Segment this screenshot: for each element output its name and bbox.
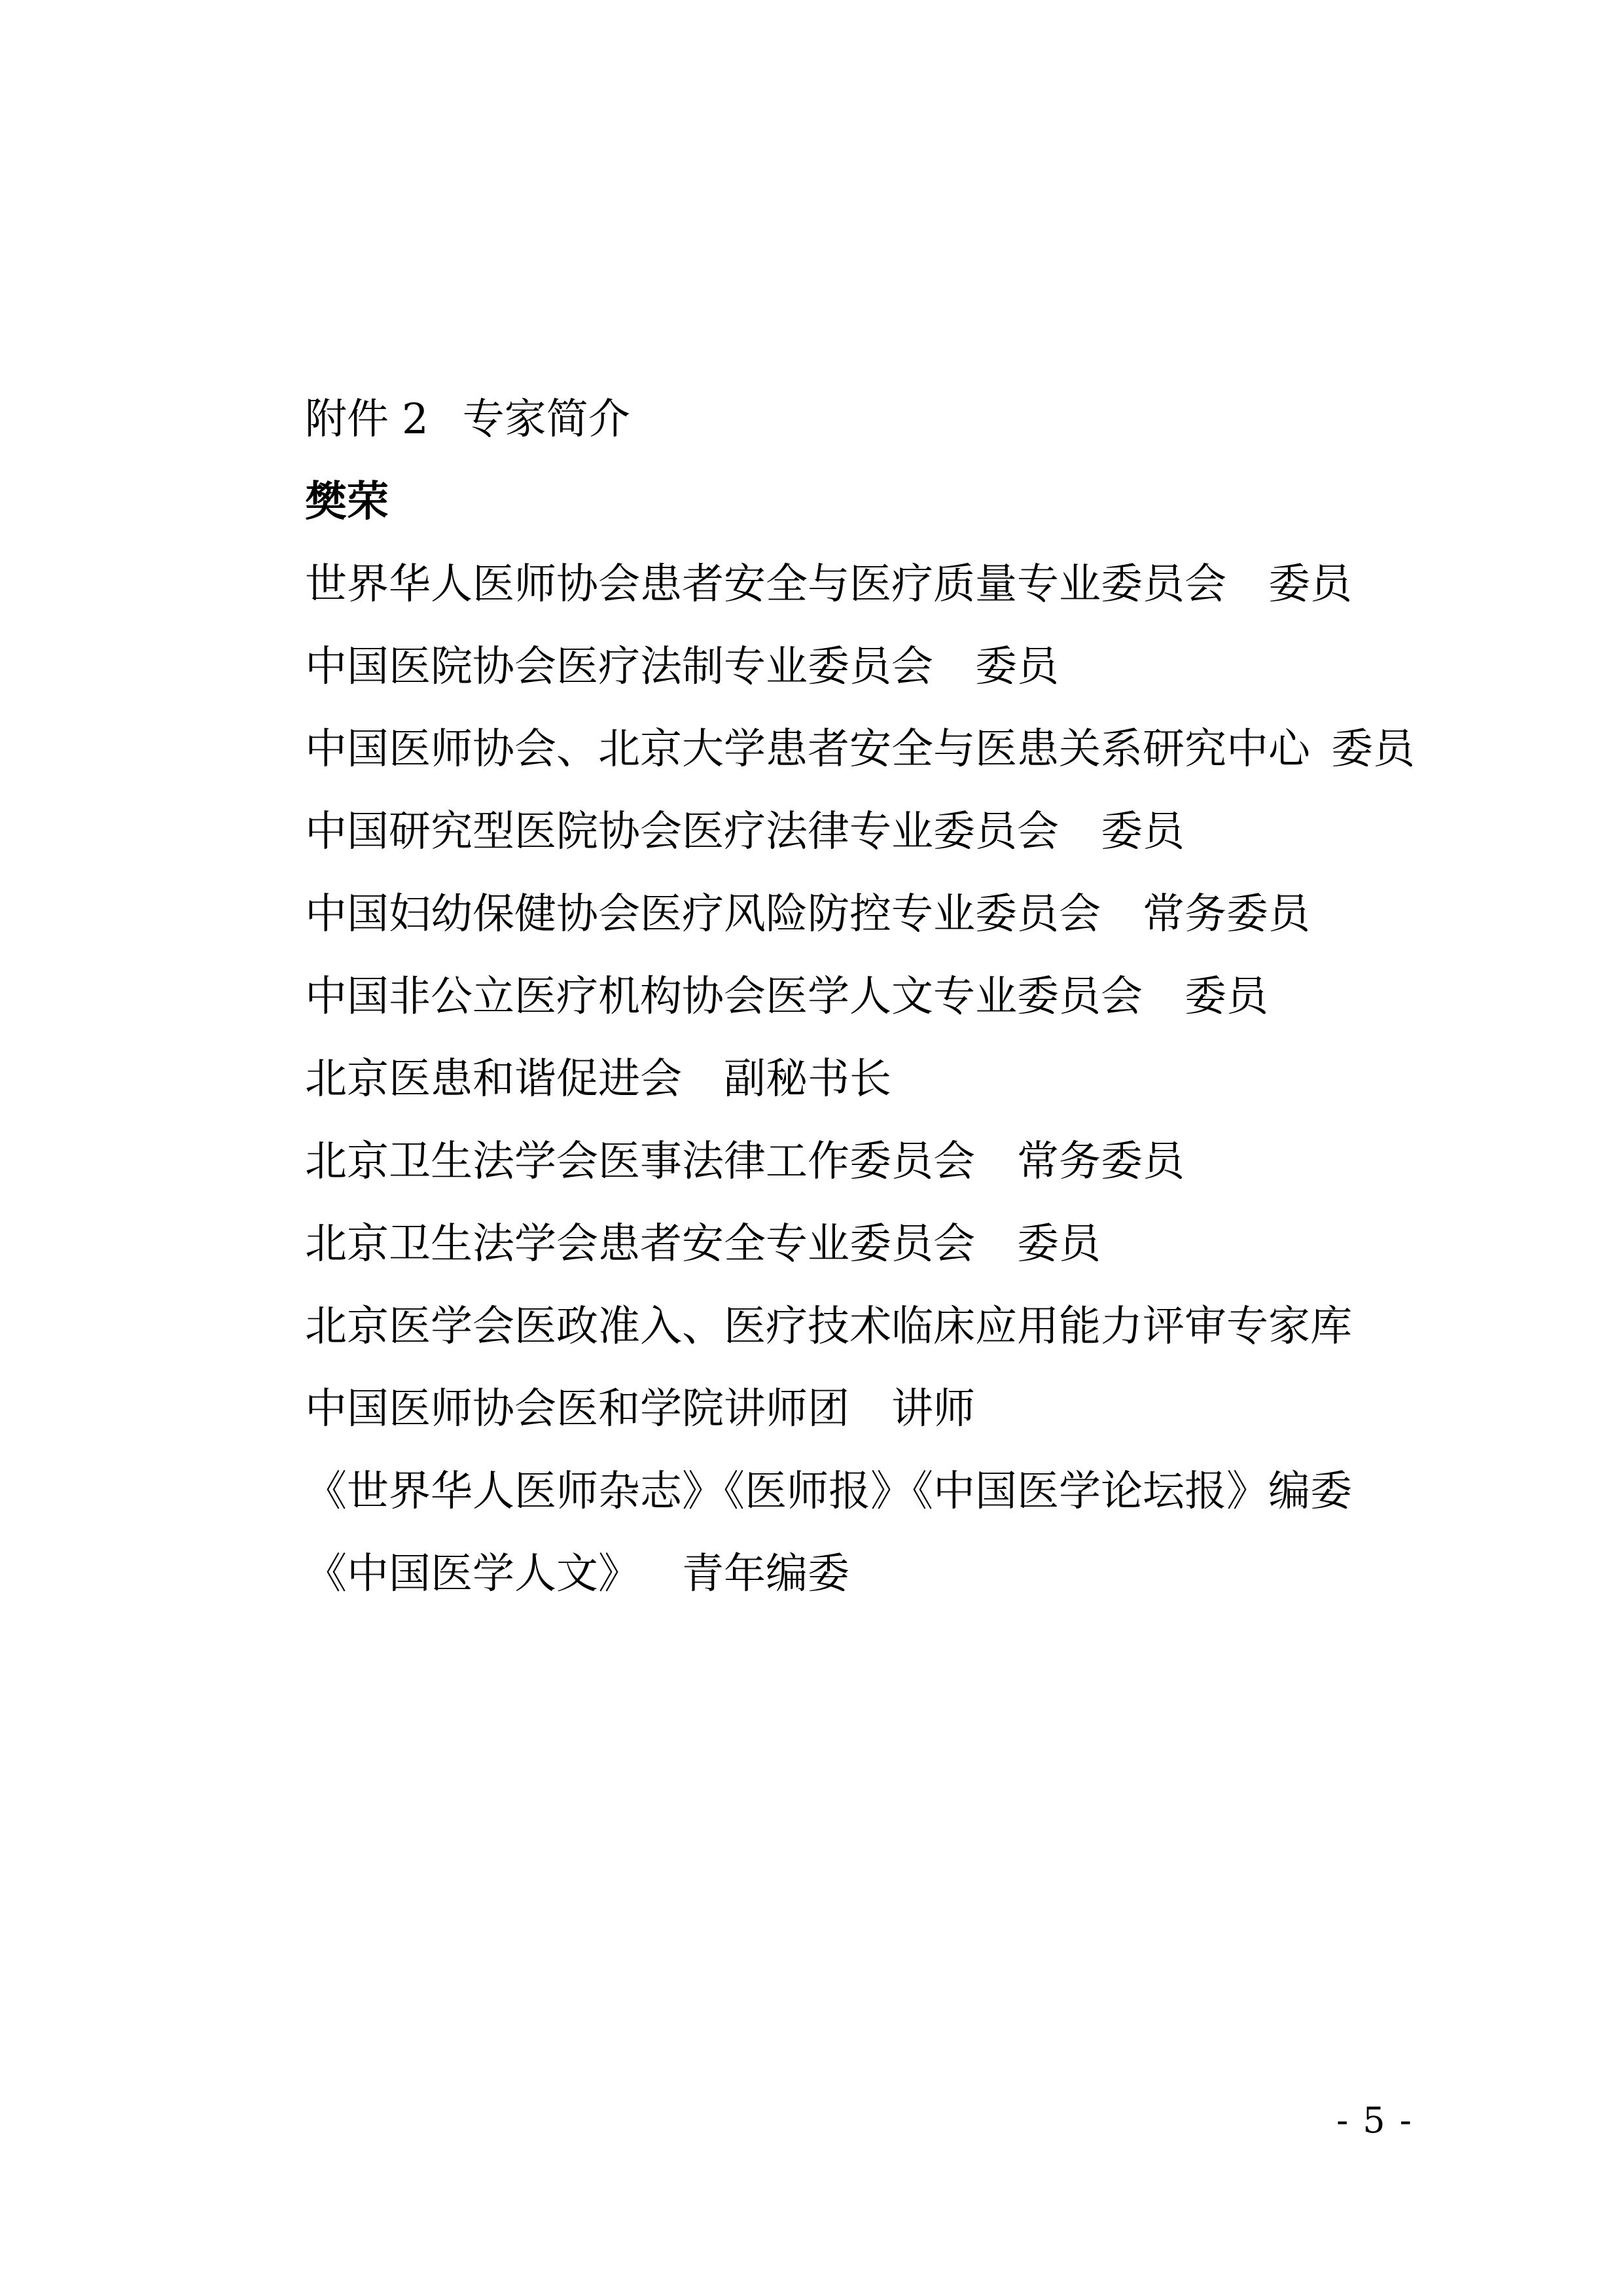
position-org: 《世界华人医师杂志》《医师报》《中国医学论坛报》编委 <box>305 1467 1352 1516</box>
position-org: 中国医院协会医疗法制专业委员会 <box>305 643 933 691</box>
position-line <box>219 708 1440 791</box>
position-line <box>219 1203 1440 1285</box>
position-org: 中国医师协会、北京大学患者安全与医患关系研究中心 <box>305 725 1310 774</box>
page-number: 5 <box>1363 2100 1385 2141</box>
position-line <box>219 626 1440 708</box>
position-org: 中国研究型医院协会医疗法律专业委员会 <box>305 808 1059 856</box>
position-line <box>219 1038 1440 1121</box>
position-line <box>219 956 1440 1038</box>
attachment-number: 2 <box>402 395 429 444</box>
position-line <box>219 873 1440 956</box>
position-role: 讲师 <box>891 1385 975 1433</box>
position-role: 委员 <box>1268 560 1352 609</box>
position-role: 委员 <box>1331 725 1415 774</box>
position-line <box>219 1450 1440 1533</box>
attachment-heading <box>219 378 1440 461</box>
position-line <box>219 1368 1440 1450</box>
position-role: 副秘书长 <box>724 1055 891 1103</box>
position-role: 常务委员 <box>1143 890 1310 939</box>
position-org: 《中国医学人文》 <box>305 1550 640 1598</box>
position-role: 委员 <box>975 643 1059 691</box>
position-line <box>219 791 1440 873</box>
position-line <box>219 1285 1440 1368</box>
attachment-title: 专家简介 <box>462 395 630 444</box>
position-role: 委员 <box>1185 973 1268 1021</box>
expert-name: 樊荣 <box>305 478 389 526</box>
position-org: 北京卫生法学会患者安全专业委员会 <box>305 1220 975 1268</box>
position-role: 青年编委 <box>682 1550 849 1598</box>
position-line <box>219 1533 1440 1615</box>
position-line <box>219 1121 1440 1203</box>
position-org: 中国非公立医疗机构协会医学人文专业委员会 <box>305 973 1143 1021</box>
position-role: 委员 <box>1017 1220 1101 1268</box>
position-org: 世界华人医师协会患者安全与医疗质量专业委员会 <box>305 560 1226 609</box>
page-footer <box>1322 2098 1426 2144</box>
position-org: 中国妇幼保健协会医疗风险防控专业委员会 <box>305 890 1101 939</box>
attachment-prefix: 附件 <box>305 395 389 444</box>
position-org: 中国医师协会医和学院讲师团 <box>305 1385 849 1433</box>
position-org: 北京医患和谐促进会 <box>305 1055 682 1103</box>
position-org: 北京卫生法学会医事法律工作委员会 <box>305 1138 975 1186</box>
footer-dash-left: - <box>1336 2100 1349 2141</box>
footer-dash-right: - <box>1399 2100 1412 2141</box>
position-role: 常务委员 <box>1017 1138 1185 1186</box>
position-line <box>219 543 1440 626</box>
position-role: 委员 <box>1101 808 1185 856</box>
document-body <box>219 378 1440 1615</box>
position-org: 北京医学会医政准入、医疗技术临床应用能力评审专家库 <box>305 1302 1352 1351</box>
